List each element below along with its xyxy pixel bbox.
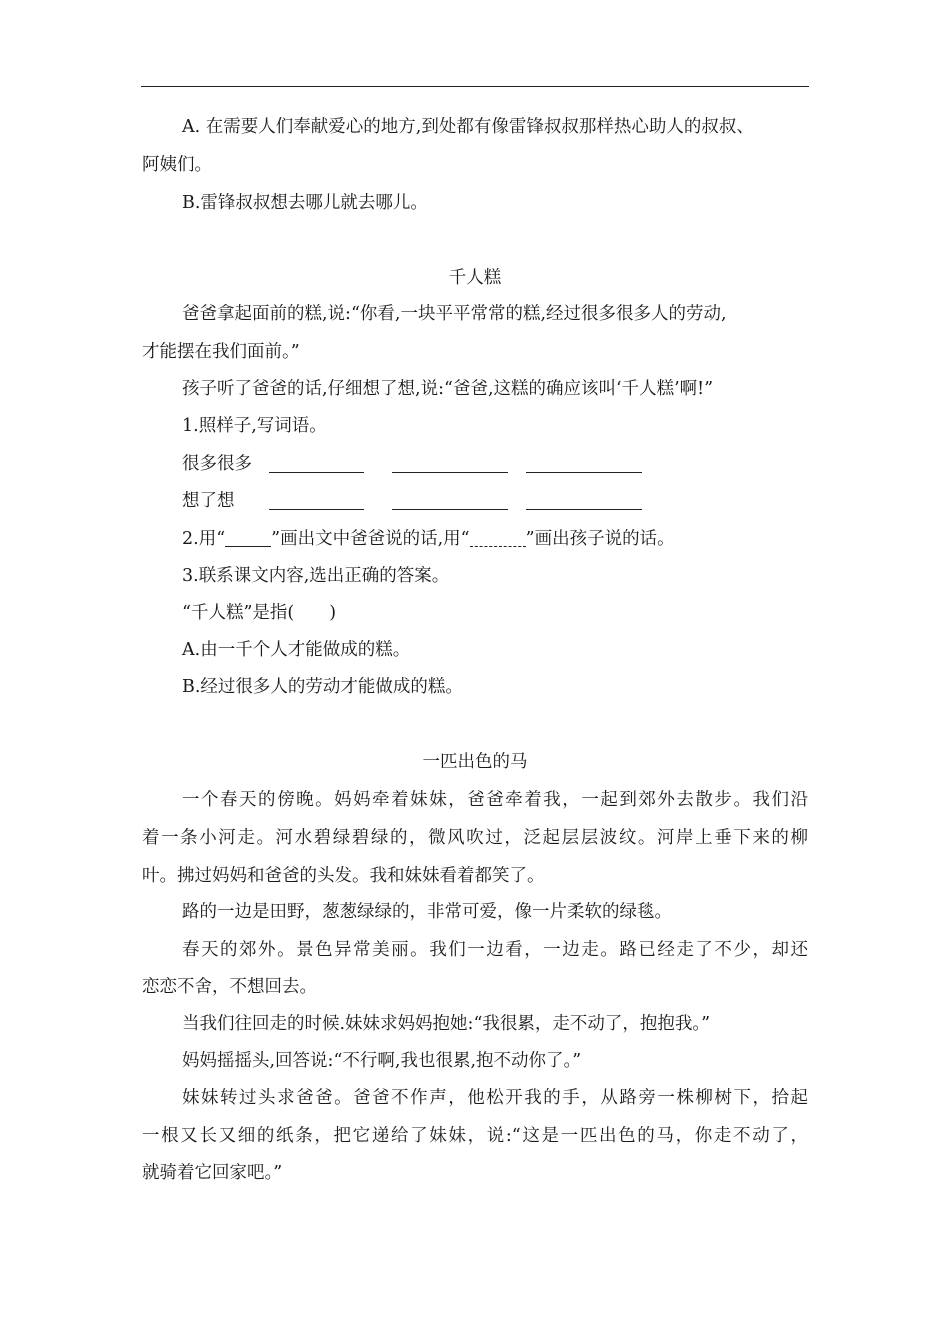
passage-paragraph: 爸爸拿起面前的糕,说:“你看,一块平平常常的糕,经过很多很多人的劳动,: [182, 304, 727, 324]
option-a-line1: A. 在需要人们奉献爱心的地方,到处都有像雷锋叔叔那样热心助人的叔叔、: [182, 117, 754, 137]
question-2-text: 2.用“: [182, 529, 226, 549]
choice-b: B.经过很多人的劳动才能做成的糕。: [182, 677, 463, 697]
passage-line: 妈妈摇摇头,回答说:“不行啊,我也很累,抱不动你了。”: [182, 1051, 582, 1071]
answer-blank[interactable]: [392, 472, 508, 473]
passage-line: 恋恋不舍，不想回去。: [142, 977, 317, 997]
word-example-2: 想了想: [182, 491, 235, 511]
passage-line: 当我们往回走的时候.妹妹求妈妈抱她:“我很累，走不动了，抱抱我。”: [182, 1014, 711, 1034]
answer-blank[interactable]: [269, 509, 364, 510]
passage-paragraph: 才能摆在我们面前。”: [142, 342, 300, 362]
passage-title-horse: 一匹出色的马: [422, 752, 528, 772]
passage-line: 叶。拂过妈妈和爸爸的头发。我和妹妹看着都笑了。: [142, 866, 545, 886]
word-example-1: 很多很多: [182, 454, 252, 474]
passage-paragraph: 孩子听了爸爸的话,仔细想了想,说:“爸爸,这糕的确应该叫‘千人糕’啊!”: [182, 379, 714, 399]
answer-blank[interactable]: [526, 472, 642, 473]
passage-line: 妹妹转过头求爸爸。爸爸不作声，他松开我的手，从路旁一株柳树下，拾起: [182, 1088, 808, 1108]
question-3-stem: “千人糕”是指( ): [182, 603, 337, 623]
dashed-underline-sample: [470, 528, 526, 547]
question-2-text: ”画出文中爸爸说的话,用“: [271, 529, 470, 549]
passage-line: 一根又长又细的纸条，把它递给了妹妹，说:“这是一匹出色的马，你走不动了，: [142, 1126, 808, 1146]
passage-line: 路的一边是田野，葱葱绿绿的，非常可爱，像一片柔软的绿毯。: [182, 902, 672, 922]
answer-blank[interactable]: [269, 472, 364, 473]
passage-title-qianrengao: 千人糕: [448, 268, 502, 288]
solid-underline-sample: [225, 528, 271, 547]
answer-blank[interactable]: [526, 509, 642, 510]
question-3: 3.联系课文内容,选出正确的答案。: [182, 566, 450, 586]
answer-blank[interactable]: [392, 509, 508, 510]
question-1: 1.照样子,写词语。: [182, 416, 327, 436]
passage-line: 着一条小河走。河水碧绿碧绿的，微风吹过，泛起层层波纹。河岸上垂下来的柳: [142, 828, 808, 848]
passage-line: 春天的郊外。景色异常美丽。我们一边看，一边走。路已经走了不少，却还: [182, 940, 808, 960]
passage-line: 一个春天的傍晚。妈妈牵着妹妹，爸爸牵着我，一起到郊外去散步。我们沿: [182, 790, 808, 810]
option-b: B.雷锋叔叔想去哪儿就去哪儿。: [182, 193, 428, 213]
choice-a: A.由一千个人才能做成的糕。: [182, 640, 411, 660]
passage-line: 就骑着它回家吧。”: [142, 1163, 283, 1183]
question-2-text: ”画出孩子说的话。: [525, 529, 675, 549]
question-2: [182, 527, 850, 551]
option-a-line2: 阿姨们。: [142, 155, 212, 175]
header-rule: [141, 86, 809, 87]
